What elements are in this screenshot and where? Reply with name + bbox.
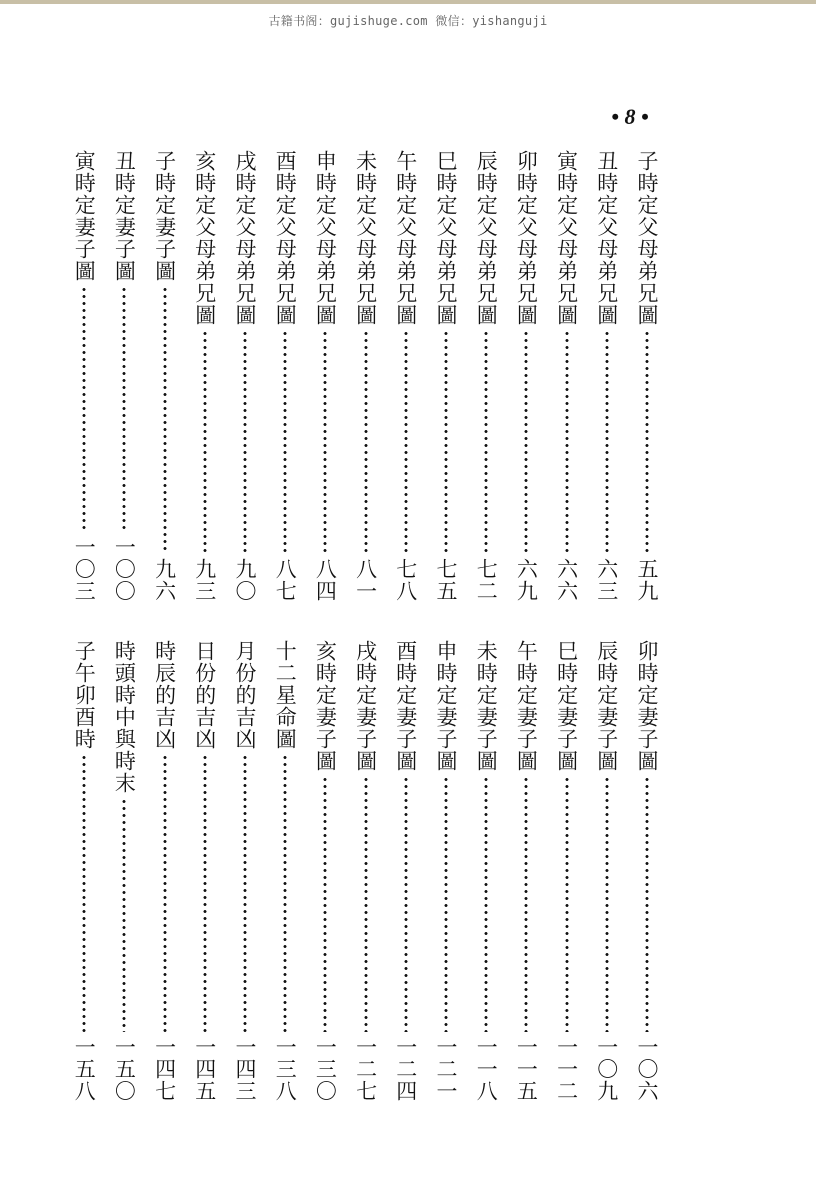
toc-entry bbox=[511, 150, 541, 602]
toc-entry-title: 日份的吉凶 bbox=[192, 640, 217, 750]
toc-entry-title: 月份的吉凶 bbox=[233, 640, 257, 750]
toc-dot-leader bbox=[524, 330, 528, 554]
toc-entry-title: 酉時定父母弟兄圖 bbox=[273, 150, 298, 326]
toc-entry-title: 辰時定妻子圖 bbox=[594, 640, 619, 772]
toc-entry bbox=[310, 640, 340, 1102]
toc-entry-title: 時頭時中與時末 bbox=[112, 640, 137, 794]
toc-entry bbox=[391, 640, 421, 1102]
toc-entry-page: 八四 bbox=[313, 558, 338, 602]
toc-entry-page: 六九 bbox=[514, 558, 539, 602]
toc-entry bbox=[109, 640, 139, 1102]
toc-entry-page: 九三 bbox=[192, 558, 217, 602]
toc-entry-page: 九〇 bbox=[233, 558, 257, 602]
toc-entry-title: 寅時定父母弟兄圖 bbox=[554, 150, 579, 326]
toc-entry-page: 一一五 bbox=[514, 1036, 539, 1102]
toc-entry-title: 丑時定父母弟兄圖 bbox=[594, 150, 619, 326]
toc-entry-page: 一〇六 bbox=[635, 1036, 659, 1102]
toc-dot-leader bbox=[243, 754, 247, 1032]
toc-entry bbox=[471, 640, 501, 1102]
toc-entry-title: 十二星命圖 bbox=[273, 640, 298, 750]
toc-dot-leader bbox=[122, 798, 126, 1032]
toc-dot-leader bbox=[323, 776, 327, 1032]
toc-entry-page: 一三八 bbox=[273, 1036, 298, 1102]
toc-entry bbox=[552, 640, 582, 1102]
watermark-text: 古籍书阁：gujishuge.com 微信：yishanguji bbox=[268, 14, 548, 28]
toc-dot-leader bbox=[565, 776, 569, 1032]
toc-entry bbox=[190, 150, 220, 602]
toc-dot-leader bbox=[444, 330, 448, 554]
toc-dot-leader bbox=[243, 330, 247, 554]
toc-dot-leader bbox=[404, 330, 408, 554]
toc-entry-page: 一〇三 bbox=[72, 536, 97, 602]
toc-entry-page: 一四三 bbox=[233, 1036, 257, 1102]
toc-dot-leader bbox=[645, 776, 649, 1032]
toc-entry-title: 午時定父母弟兄圖 bbox=[393, 150, 418, 326]
toc-entry-page: 一〇九 bbox=[594, 1036, 619, 1102]
toc-dot-leader bbox=[82, 286, 86, 532]
toc-dot-leader bbox=[283, 330, 287, 554]
toc-entry bbox=[230, 150, 260, 602]
toc-entry bbox=[552, 150, 582, 602]
toc-entry-page: 七二 bbox=[474, 558, 499, 602]
toc-dot-leader bbox=[163, 286, 167, 554]
toc-entry-page: 一四七 bbox=[152, 1036, 177, 1102]
toc-entry-title: 巳時定父母弟兄圖 bbox=[434, 150, 458, 326]
toc-entry-page: 一五八 bbox=[72, 1036, 97, 1102]
toc-entry-title: 亥時定父母弟兄圖 bbox=[192, 150, 217, 326]
top-border bbox=[0, 0, 816, 4]
toc-entry bbox=[431, 150, 461, 602]
toc-dot-leader bbox=[524, 776, 528, 1032]
toc-entry bbox=[471, 150, 501, 602]
toc-entry bbox=[150, 150, 180, 602]
toc-dot-leader bbox=[364, 330, 368, 554]
toc-entry-title: 卯時定父母弟兄圖 bbox=[514, 150, 539, 326]
toc-entry bbox=[109, 150, 139, 602]
toc-entry bbox=[150, 640, 180, 1102]
toc-entry-title: 子時定妻子圖 bbox=[152, 150, 177, 282]
toc-entry-title: 戌時定妻子圖 bbox=[353, 640, 378, 772]
toc-entry-page: 一五〇 bbox=[112, 1036, 137, 1102]
toc-dot-leader bbox=[565, 330, 569, 554]
toc-entry-title: 亥時定妻子圖 bbox=[313, 640, 338, 772]
toc-entry bbox=[69, 150, 99, 602]
toc-dot-leader bbox=[404, 776, 408, 1032]
toc-entry-title: 戌時定父母弟兄圖 bbox=[233, 150, 257, 326]
toc-entry bbox=[270, 640, 300, 1102]
toc-dot-leader bbox=[323, 330, 327, 554]
page-number: • 8 • bbox=[611, 104, 649, 129]
toc-entry-page: 八一 bbox=[353, 558, 378, 602]
toc-entry-title: 酉時定妻子圖 bbox=[393, 640, 418, 772]
toc-entry-title: 時辰的吉凶 bbox=[152, 640, 177, 750]
toc-entry bbox=[431, 640, 461, 1102]
toc-entry-page: 七八 bbox=[393, 558, 418, 602]
toc-entry-page: 一二一 bbox=[434, 1036, 458, 1102]
toc-dot-leader bbox=[203, 330, 207, 554]
toc-dot-leader bbox=[484, 330, 488, 554]
toc-entry-title: 申時定妻子圖 bbox=[434, 640, 458, 772]
toc-dot-leader bbox=[484, 776, 488, 1032]
toc-dot-leader bbox=[203, 754, 207, 1032]
toc-dot-leader bbox=[645, 330, 649, 554]
toc-entry bbox=[351, 640, 381, 1102]
toc-entry-page: 六六 bbox=[554, 558, 579, 602]
toc-entry bbox=[632, 640, 662, 1102]
toc-entry-title: 辰時定父母弟兄圖 bbox=[474, 150, 499, 326]
toc-entry bbox=[310, 150, 340, 602]
toc-entry-page: 八七 bbox=[273, 558, 298, 602]
toc-entry-title: 子時定父母弟兄圖 bbox=[635, 150, 659, 326]
toc-dot-leader bbox=[605, 330, 609, 554]
toc-entry bbox=[592, 150, 622, 602]
toc-entry-title: 申時定父母弟兄圖 bbox=[313, 150, 338, 326]
toc-entry bbox=[632, 150, 662, 602]
toc-entry bbox=[69, 640, 99, 1102]
toc-entry-title: 午時定妻子圖 bbox=[514, 640, 539, 772]
toc-entry-title: 子午卯酉時 bbox=[72, 640, 97, 750]
toc-dot-leader bbox=[605, 776, 609, 1032]
toc-entry bbox=[592, 640, 622, 1102]
toc-entry-page: 一二七 bbox=[353, 1036, 378, 1102]
toc-entry-title: 未時定妻子圖 bbox=[474, 640, 499, 772]
toc-entry bbox=[270, 150, 300, 602]
toc-entry-page: 七五 bbox=[434, 558, 458, 602]
toc-dot-leader bbox=[122, 286, 126, 532]
toc-entry-page: 一四五 bbox=[192, 1036, 217, 1102]
toc-entry-page: 一一二 bbox=[554, 1036, 579, 1102]
toc-dot-leader bbox=[444, 776, 448, 1032]
toc-entry-title: 未時定父母弟兄圖 bbox=[353, 150, 378, 326]
toc-entry-page: 一三〇 bbox=[313, 1036, 338, 1102]
toc-entry-page: 九六 bbox=[152, 558, 177, 602]
toc-entry bbox=[391, 150, 421, 602]
toc-entry-page: 一二四 bbox=[393, 1036, 418, 1102]
toc-entry-title: 巳時定妻子圖 bbox=[554, 640, 579, 772]
toc-entry-page: 一一八 bbox=[474, 1036, 499, 1102]
toc-entry-page: 一〇〇 bbox=[112, 536, 137, 602]
toc-entry-page: 五九 bbox=[635, 558, 659, 602]
toc-dot-leader bbox=[82, 754, 86, 1032]
toc-entry bbox=[230, 640, 260, 1102]
toc-entry bbox=[351, 150, 381, 602]
toc-entry-title: 寅時定妻子圖 bbox=[72, 150, 97, 282]
toc-entry-title: 卯時定妻子圖 bbox=[635, 640, 659, 772]
toc-entry bbox=[190, 640, 220, 1102]
toc-dot-leader bbox=[364, 776, 368, 1032]
toc-entry-page: 六三 bbox=[594, 558, 619, 602]
toc-entry-title: 丑時定妻子圖 bbox=[112, 150, 137, 282]
toc-dot-leader bbox=[163, 754, 167, 1032]
toc-entry bbox=[511, 640, 541, 1102]
toc-dot-leader bbox=[283, 754, 287, 1032]
